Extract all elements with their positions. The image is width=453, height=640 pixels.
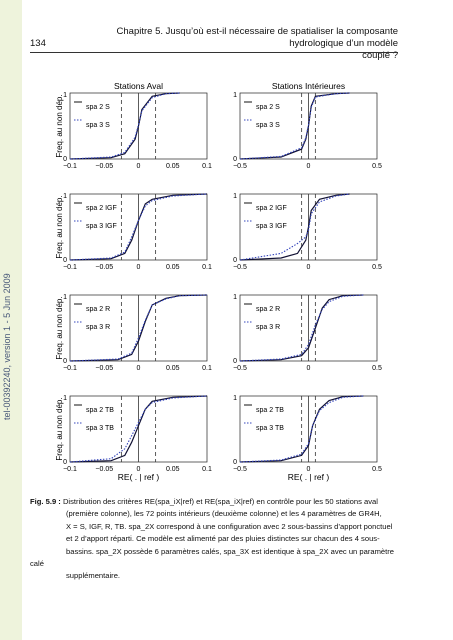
caption-line-2: (première colonne), les 72 points intérieurs (deuxième colonne) et les 4 paramètres de GR4H, (66, 509, 382, 519)
y-tick-label: 1 (233, 92, 237, 99)
caption-line-1: Distribution des critères RE(spa_iX|ref) et RE(spa_iX|ref) en contrôle pour les 50 stations aval (62, 497, 378, 506)
y-axis-label: Freq. au non dép. (55, 397, 64, 461)
x-axis-label: RE( . | ref ) (117, 472, 160, 482)
x-tick-label: 0.5 (372, 163, 382, 170)
caption-line-3: X = S, IGF, R, TB. spa_2X correspond à une configuration avec 2 sous-bassins d’apport ponctuel (66, 521, 393, 531)
x-tick-label: −0.05 (95, 163, 114, 170)
x-tick-label: 0 (306, 264, 311, 271)
caption-line-4: et 2 d’apport réparti. Ce modèle est alimenté par des pluies distinctes sur chacun des 4 sous- (66, 534, 380, 544)
figure-caption (30, 496, 398, 583)
x-tick-label: 0.1 (202, 365, 212, 372)
y-tick-label: 1 (233, 294, 237, 301)
archive-watermark: tel-00392240, version 1 - 5 Jun 2009 (2, 273, 12, 420)
legend-label: spa 2 R (86, 306, 111, 313)
column-title: Stations Aval (114, 81, 163, 91)
x-tick-label: −0.5 (233, 163, 247, 170)
x-tick-label: 0 (306, 466, 311, 473)
y-axis-label: Freq. au non dép. (55, 296, 64, 360)
legend-label: spa 3 TB (86, 425, 114, 432)
legend-label: spa 2 S (256, 104, 280, 111)
legend-label: spa 2 TB (86, 407, 114, 414)
x-tick-label: −0.1 (63, 466, 77, 473)
y-tick-label: 1 (63, 92, 67, 99)
x-tick-label: −0.05 (95, 466, 114, 473)
y-tick-label: 0 (63, 459, 67, 466)
y-tick-label: 1 (233, 193, 237, 200)
legend-label: spa 3 IGF (86, 223, 117, 230)
x-tick-label: 0.5 (372, 365, 382, 372)
legend-label: spa 2 TB (256, 407, 284, 414)
caption-line-6: supplémentaire. (66, 571, 121, 581)
caption-label: Fig. 5.9 : (30, 497, 61, 506)
y-axis-label: Freq. au non dép. (55, 195, 64, 259)
y-tick-label: 0 (233, 358, 237, 365)
page-number: 134 (30, 38, 46, 49)
y-tick-label: 0 (63, 156, 67, 163)
x-tick-label: 0 (136, 264, 141, 271)
x-tick-label: 0 (136, 466, 141, 473)
y-tick-label: 0 (233, 257, 237, 264)
x-tick-label: 0 (306, 365, 311, 372)
x-tick-label: −0.05 (95, 365, 114, 372)
legend-label: spa 2 S (86, 104, 110, 111)
y-tick-label: 1 (233, 395, 237, 402)
x-tick-label: 0.5 (372, 264, 382, 271)
column-title: Stations Intérieures (271, 81, 346, 91)
x-tick-label: 0.1 (202, 264, 212, 271)
x-tick-label: −0.5 (233, 466, 247, 473)
x-axis-label: RE( . | ref ) (287, 472, 330, 482)
legend-label: spa 2 IGF (256, 205, 287, 212)
x-tick-label: −0.5 (233, 264, 247, 271)
legend-label: spa 3 R (256, 324, 281, 331)
x-tick-label: 0 (136, 365, 141, 372)
y-tick-label: 1 (63, 193, 67, 200)
x-tick-label: 0.05 (165, 264, 180, 271)
running-header-line-2: couplé ? (362, 50, 398, 61)
y-tick-label: 1 (63, 294, 67, 301)
x-tick-label: 0.1 (202, 163, 212, 170)
x-tick-label: 0.1 (202, 466, 212, 473)
legend-label: spa 3 TB (256, 425, 284, 432)
x-tick-label: 0 (136, 163, 141, 170)
x-tick-label: −0.5 (233, 365, 247, 372)
legend-label: spa 3 IGF (256, 223, 287, 230)
x-tick-label: −0.1 (63, 365, 77, 372)
legend-label: spa 3 R (86, 324, 111, 331)
y-tick-label: 0 (233, 156, 237, 163)
x-tick-label: 0 (306, 163, 311, 170)
y-tick-label: 0 (233, 459, 237, 466)
x-tick-label: −0.1 (63, 264, 77, 271)
y-axis-label: Freq. au non dép. (55, 94, 64, 158)
x-tick-label: 0.05 (165, 365, 180, 372)
legend-label: spa 2 R (256, 306, 281, 313)
legend-label: spa 3 S (256, 122, 280, 129)
legend-label: spa 3 S (86, 122, 110, 129)
x-tick-label: 0.5 (372, 466, 382, 473)
x-tick-label: −0.1 (63, 163, 77, 170)
x-tick-label: −0.05 (95, 264, 114, 271)
caption-line-5: bassins. spa_2X possède 6 paramètres calés, spa_3X est identique à spa_2X avec un paramètre calé (30, 546, 394, 569)
y-tick-label: 0 (63, 257, 67, 264)
running-header-line-1: Chapitre 5. Jusqu’où est-il nécessaire de spatialiser la composante hydrologique d’un modèle (116, 26, 398, 49)
x-tick-label: 0.05 (165, 466, 180, 473)
x-tick-label: 0.05 (165, 163, 180, 170)
legend-label: spa 2 IGF (86, 205, 117, 212)
y-tick-label: 0 (63, 358, 67, 365)
y-tick-label: 1 (63, 395, 67, 402)
